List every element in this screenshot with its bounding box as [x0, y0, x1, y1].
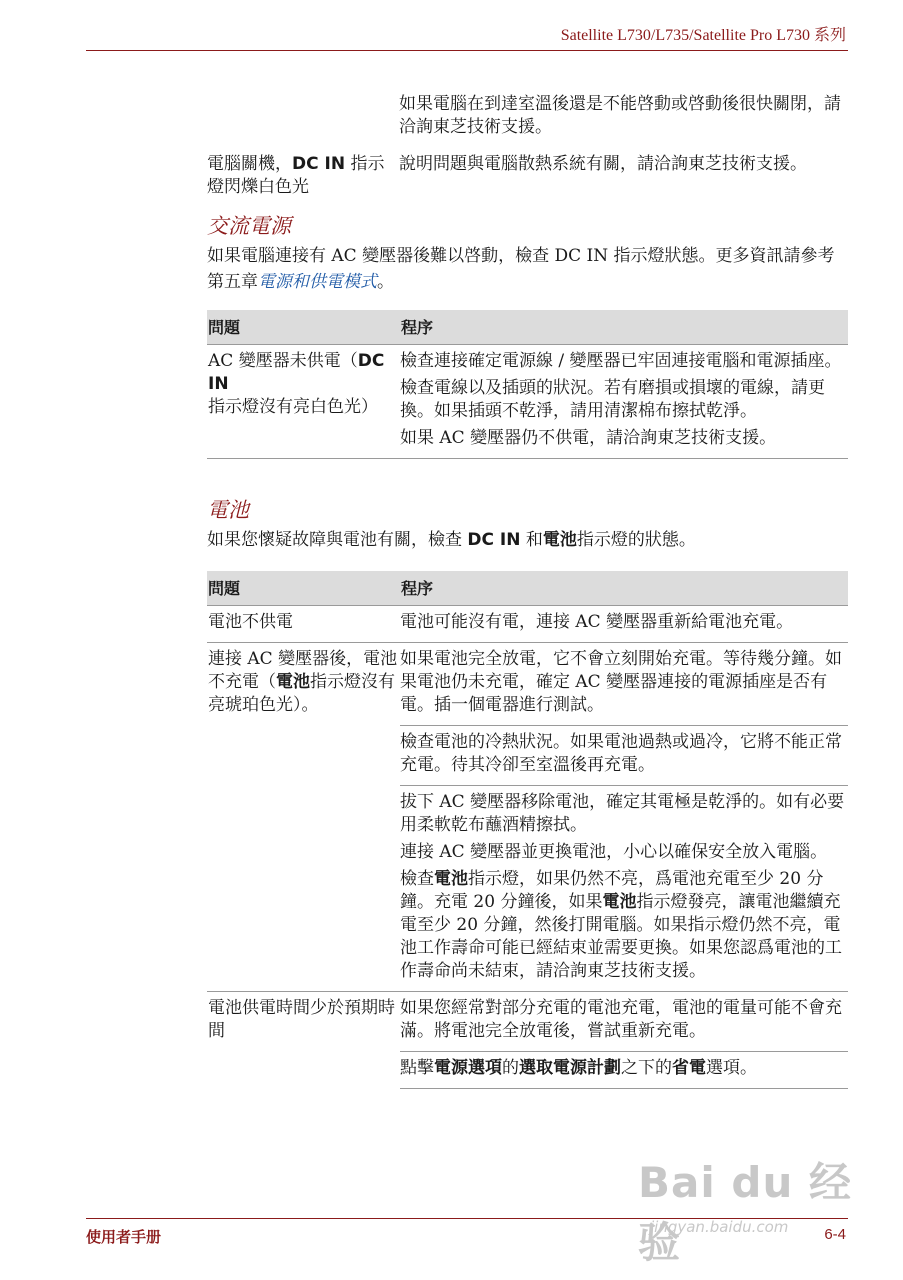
procedure-cell: 檢查連接確定電源線 / 變壓器已牢固連接電腦和電源插座。 檢查電線以及插頭的狀況。若有磨損或損壞的電線，請更換。如果插頭不乾淨，請用清潔棉布擦拭乾淨。 如果 AC 變壓器仍不供電，請洽詢東芝技術支援。	[400, 345, 848, 459]
problem-cell: 連接 AC 變壓器後，電池不充電（電池指示燈沒有亮琥珀色光）。	[207, 643, 400, 992]
footer-divider	[86, 1218, 848, 1219]
procedure-cell: 點擊電源選項的選取電源計劃之下的省電選項。	[400, 1052, 848, 1089]
column-header-problem: 問題	[207, 571, 400, 606]
procedure-cell: 如果電池完全放電，它不會立刻開始充電。等待幾分鐘。如果電池仍未充電，確定 AC 變壓器連接的電源插座是否有電。插一個電器進行測試。	[400, 643, 848, 726]
ac-intro-paragraph: 如果電腦連接有 AC 變壓器後難以啓動，檢查 DC IN 指示燈狀態。更多資訊請參考第五章電源和供電模式。	[207, 246, 835, 292]
procedure-cell: 如果您經常對部分充電的電池充電，電池的電量可能不會充滿。將電池完全放電後，嘗試重新充電。	[400, 992, 848, 1052]
page-number: 6-4	[824, 1226, 846, 1243]
watermark-brand: Bai du 经验	[638, 1158, 852, 1267]
table-row	[207, 606, 848, 643]
section-title-ac-power: 交流電源	[207, 214, 291, 238]
battery-intro-paragraph: 如果您懷疑故障與電池有關，檢查 DC IN 和電池指示燈的狀態。	[207, 530, 696, 550]
table-row	[207, 153, 848, 199]
header-divider	[86, 50, 848, 51]
section-title-battery: 電池	[207, 498, 249, 522]
procedure-cell: 拔下 AC 變壓器移除電池，確定其電極是乾淨的。如有必要用柔軟乾布蘸酒精擦拭。 連接 AC 變壓器並更換電池，小心以確保安全放入電腦。 檢查電池指示燈，如果仍然不亮，爲電池充電至少 20 分鐘。充電 20 分鐘後，如果電池指示燈發亮，讓電池繼續充電至少 20 分鐘，然後打開電腦。如果指示燈仍然不亮，電池工作壽命可能已經結束並需要更換。如果您認爲電池的工作壽命尚未結束，請洽詢東芝技術支援。	[400, 786, 848, 992]
table-row	[207, 93, 848, 139]
solution-cell: 說明問題與電腦散熱系統有關，請洽詢東芝技術支援。	[399, 154, 807, 174]
continued-table	[207, 93, 848, 199]
footer-manual-title: 使用者手册	[86, 1228, 162, 1246]
table-row	[207, 345, 848, 459]
problem-cell	[207, 93, 399, 139]
column-header-problem: 問題	[207, 310, 400, 345]
ac-troubleshooting-table	[207, 310, 848, 459]
watermark-site: jingyan.baidu.com	[650, 1218, 789, 1236]
battery-troubleshooting-table	[207, 571, 848, 1089]
problem-cell: AC 變壓器未供電（DC IN 指示燈沒有亮白色光）	[207, 345, 400, 459]
problem-cell: 電池不供電	[207, 606, 400, 643]
solution-cell: 如果電腦在到達室溫後還是不能啓動或啓動後很快關閉，請洽詢東芝技術支援。	[399, 94, 841, 137]
procedure-cell: 電池可能沒有電，連接 AC 變壓器重新給電池充電。	[400, 606, 848, 643]
table-row	[207, 992, 848, 1052]
power-modes-link[interactable]: 電源和供電模式	[258, 272, 377, 292]
problem-cell: 電池供電時間少於預期時間	[207, 992, 400, 1089]
procedure-cell: 檢查電池的冷熱狀況。如果電池過熱或過冷，它將不能正常充電。待其冷卻至室溫後再充電。	[400, 726, 848, 786]
problem-cell: 電腦關機，DC IN 指示燈閃爍白色光	[207, 154, 385, 197]
column-header-procedure: 程序	[400, 571, 848, 606]
page-header-title: Satellite L730/L735/Satellite Pro L730 系列	[560, 27, 846, 44]
column-header-procedure: 程序	[400, 310, 848, 345]
table-row	[207, 643, 848, 726]
